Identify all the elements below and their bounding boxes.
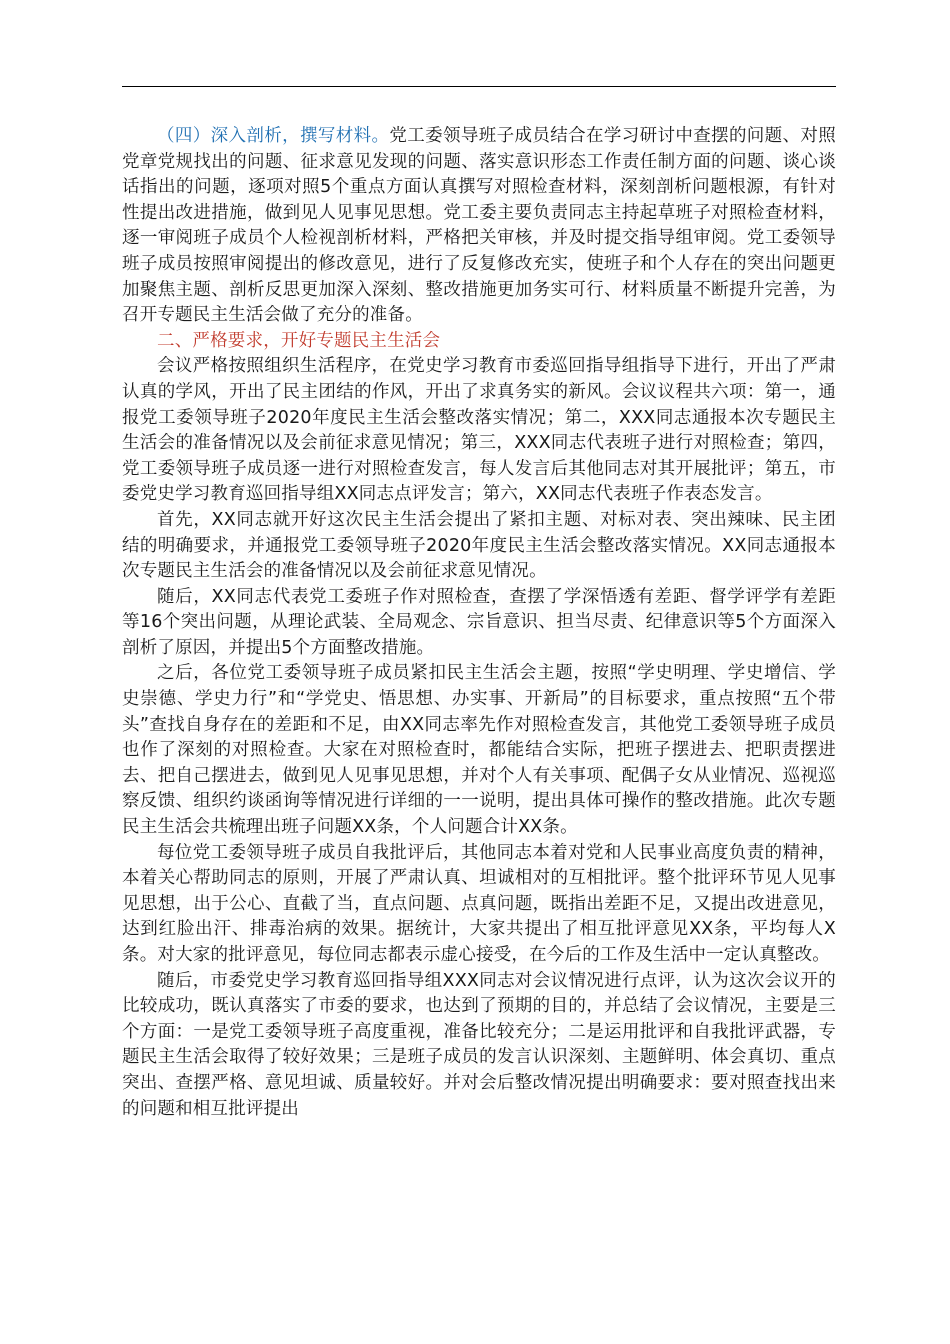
paragraph-mutual-criticism: 每位党工委领导班子成员自我批评后，其他同志本着对党和人民事业高度负责的精神，本着关心帮助同志的原则，开展了严肃认真、坦诚相对的互相批评。整个批评环节见人见事见思想，出于公心、直截了当，直点问题、点真问题，既指出差距不足，又提出改进意见，达到红脸出汗、排毒治病的效果。据统计，大家共提出了相互批评意见XX条，平均每人X条。对大家的批评意见，每位同志都表示虚心接受，在今后的工作及生活中一定认真整改。 bbox=[122, 842, 836, 965]
paragraph-guidance-comments: 随后，市委党史学习教育巡回指导组XXX同志对会议情况进行点评，认为这次会议开的比较成功，既认真落实了市委的要求，也达到了预期的目的，并总结了会议情况，主要是三个方面：一是党工委领导班子高度重视，准备比较充分；二是运用批评和自我批评武器，专题民主生活会取得了较好效果；三是班子成员的发言认识深刻、主题鲜明、体会真切、重点突出、查摆严格、意见坦诚、质量较好。并对会后整改情况提出明确要求：要对照查找出来的问题和相互批评提出 bbox=[122, 970, 836, 1119]
paragraph-team-review: 随后，XX同志代表党工委班子作对照检查，查摆了学深悟透有差距、督学评学有差距等16个突出问题，从理论武装、全局观念、宗旨意识、担当尽责、纪律意识等5个方面深入剖析了原因，并提出5个方面整改措施。 bbox=[122, 586, 836, 658]
section-heading: 二、严格要求，开好专题民主生活会 bbox=[157, 330, 441, 351]
paragraph-opening: 首先，XX同志就开好这次民主生活会提出了紧扣主题、对标对表、突出辣味、民主团结的明确要求，并通报党工委领导班子2020年度民主生活会整改落实情况。XX同志通报本次专题民主生活会的准备情况以及会前征求意见情况。 bbox=[122, 509, 836, 582]
paragraph-deep-analysis bbox=[122, 124, 836, 329]
document-body bbox=[122, 124, 836, 1122]
paragraph-meeting-agenda: 会议严格按照组织生活程序，在党史学习教育市委巡回指导组指导下进行，开出了严肃认真的学风，开出了民主团结的作风，开出了求真务实的新风。会议议程共六项：第一，通报党工委领导班子2020年度民主生活会整改落实情况；第二，XXX同志通报本次专题民主生活会的准备情况以及会前征求意见情况；第三，XXX同志代表班子进行对照检查；第四，党工委领导班子成员逐一进行对照检查发言，每人发言后其他同志对其开展批评；第五，市委党史学习教育巡回指导组XX同志点评发言；第六，XX同志代表班子作表态发言。 bbox=[122, 356, 836, 505]
paragraph-member-review: 之后，各位党工委领导班子成员紧扣民主生活会主题，按照“学史明理、学史增信、学史崇德、学史力行”和“学党史、悟思想、办实事、开新局”的目标要求，重点按照“五个带头”查找自身存在的差距和不足，由XX同志率先作对照检查发言，其他党工委领导班子成员也作了深刻的对照检查。大家在对照检查时，都能结合实际，把班子摆进去、把职责摆进去、把自己摆进去，做到见人见事见思想，并对个人有关事项、配偶子女从业情况、巡视巡察反馈、组织约谈函询等情况进行详细的一一说明，提出具体可操作的整改措施。此次专题民主生活会共梳理出班子问题XX条，个人问题合计XX条。 bbox=[122, 663, 836, 838]
paragraph-text: 党工委领导班子成员结合在学习研讨中查摆的问题、对照党章党规找出的问题、征求意见发现的问题、落实意识形态工作责任制方面的问题、谈心谈话指出的问题，逐项对照5个重点方面认真撰写对照检查材料，深刻剖析问题根源，有针对性提出改进措施，做到见人见事见思想。党工委主要负责同志主持起草班子对照检查材料，逐一审阅班子成员个人检视剖析材料，严格把关审核，并及时提交指导组审阅。党工委领导班子成员按照审阅提出的修改意见，进行了反复修改充实，使班子和个人存在的突出问题更加聚焦主题、剖析反思更加深入深刻、整改措施更加务实可行、材料质量不断提升完善，为召开专题民主生活会做了充分的准备。 bbox=[122, 126, 837, 326]
header-rule bbox=[122, 86, 836, 87]
subsection-heading: （四）深入剖析，撰写材料。 bbox=[157, 126, 390, 146]
